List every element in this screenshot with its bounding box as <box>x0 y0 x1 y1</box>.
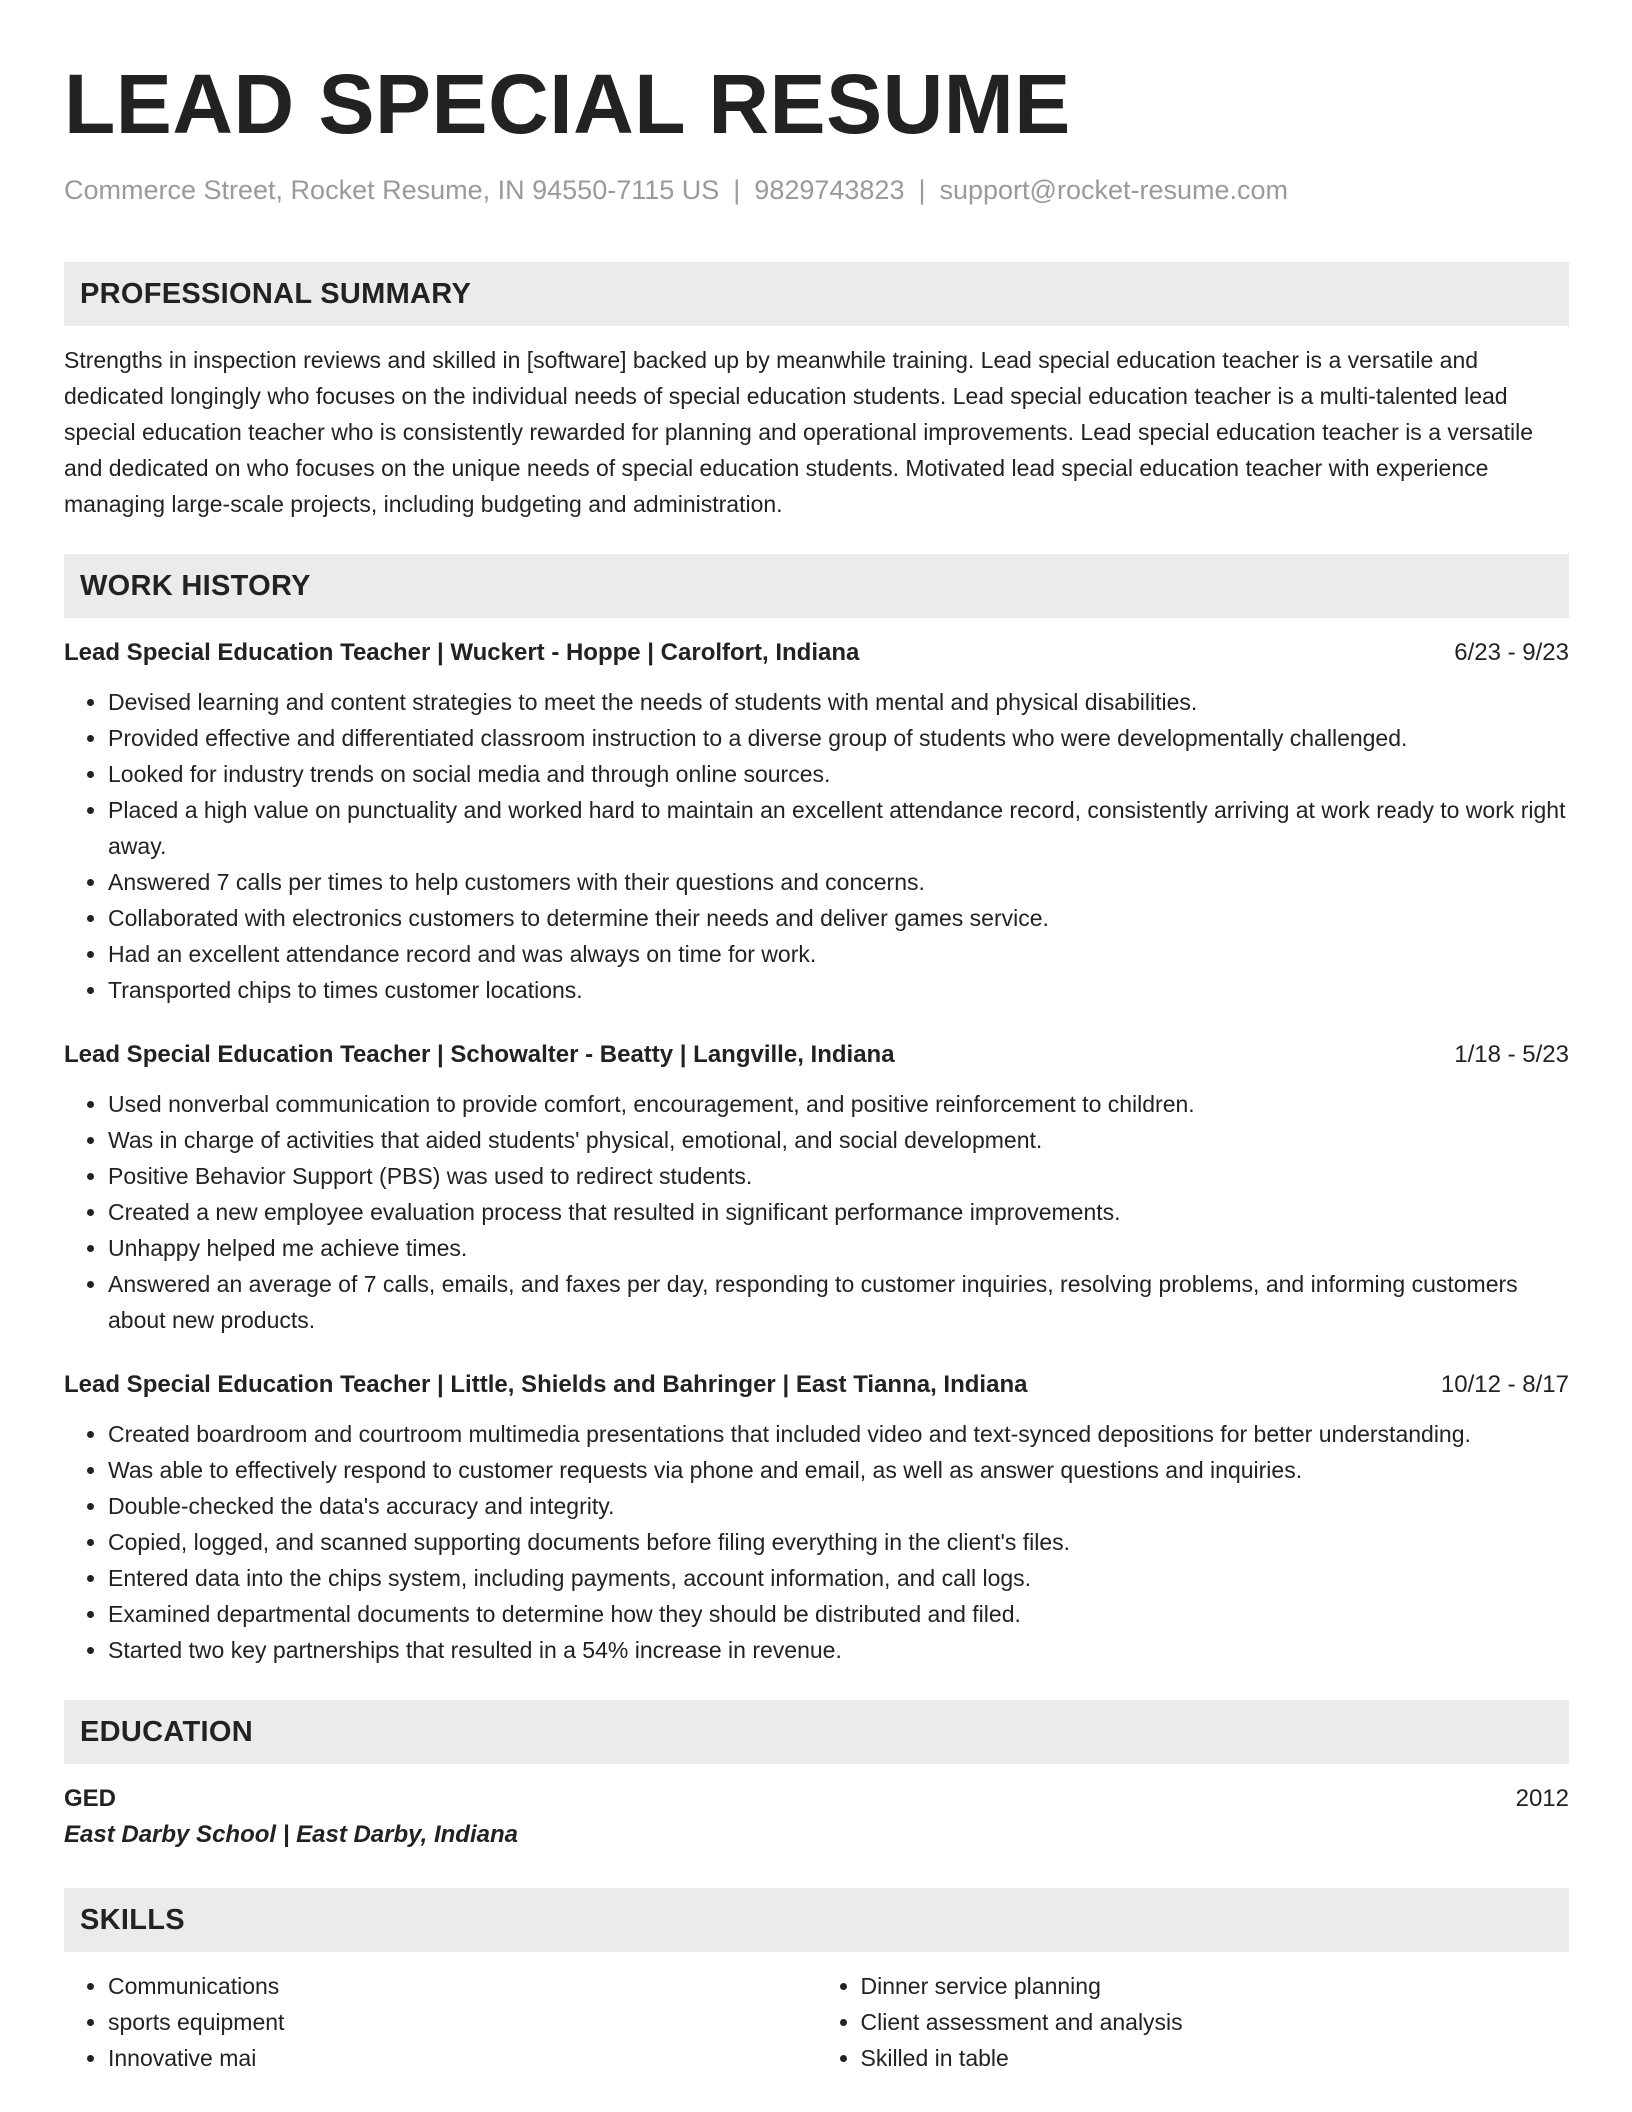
education-year: 2012 <box>1515 1785 1569 1812</box>
job-title: Lead Special Education Teacher | Little, Shields and Bahringer | East Tianna, Indiana <box>64 1371 1028 1398</box>
job-bullet: • Entered data into the chips system, including payments, account information, and call logs. <box>108 1560 1569 1596</box>
job-bullet: • Used nonverbal communication to provide comfort, encouragement, and positive reinforcement to children. <box>108 1086 1569 1122</box>
job-bullet: • Copied, logged, and scanned supporting documents before filing everything in the client's files. <box>108 1524 1569 1560</box>
skills-list-right <box>817 1968 1570 2076</box>
section-header-work-history: WORK HISTORY <box>64 554 1569 618</box>
job-bullet: • Started two key partnerships that resulted in a 54% increase in revenue. <box>108 1632 1569 1668</box>
job-entry <box>64 1038 1569 1338</box>
candidate-name: LEAD SPECIAL RESUME <box>64 57 1071 151</box>
job-bullet: • Was in charge of activities that aided students' physical, emotional, and social development. <box>108 1122 1569 1158</box>
job-bullet: • Created boardroom and courtroom multimedia presentations that included video and text-synced depositions for better understanding. <box>108 1416 1569 1452</box>
job-bullet: • Answered an average of 7 calls, emails, and faxes per day, responding to customer inquiries, resolving problems, and informing customers about new products. <box>108 1266 1569 1338</box>
job-bullet: • Placed a high value on punctuality and worked hard to maintain an excellent attendance record, consistently arriving at work ready to work right away. <box>108 792 1569 864</box>
job-bullet: • Double-checked the data's accuracy and integrity. <box>108 1488 1569 1524</box>
job-heading-row <box>64 1038 1569 1072</box>
section-header-skills: SKILLS <box>64 1888 1569 1952</box>
job-title: Lead Special Education Teacher | Schowalter - Beatty | Langville, Indiana <box>64 1041 895 1068</box>
job-bullet-list <box>64 1416 1569 1668</box>
job-bullet: • Provided effective and differentiated classroom instruction to a diverse group of students who were developmentally challenged. <box>108 720 1569 756</box>
job-bullet: • Collaborated with electronics customers to determine their needs and deliver games service. <box>108 900 1569 936</box>
job-bullet: • Had an excellent attendance record and was always on time for work. <box>108 936 1569 972</box>
job-bullet: • Answered 7 calls per times to help customers with their questions and concerns. <box>108 864 1569 900</box>
contact-email: support@rocket-resume.com <box>939 175 1289 205</box>
skill-item: • Dinner service planning <box>861 1968 1570 2004</box>
job-title: Lead Special Education Teacher | Wuckert - Hoppe | Carolfort, Indiana <box>64 639 860 666</box>
job-date: 6/23 - 9/23 <box>1454 639 1569 666</box>
skills-columns <box>64 1968 1569 2076</box>
skill-item: • Communications <box>108 1968 817 2004</box>
job-bullet-list <box>64 684 1569 1008</box>
skills-list-left <box>64 1968 817 2076</box>
job-bullet: • Devised learning and content strategies to meet the needs of students with mental and physical disabilities. <box>108 684 1569 720</box>
skill-item: • Innovative mai <box>108 2040 817 2076</box>
skill-item: • Client assessment and analysis <box>861 2004 1570 2040</box>
summary-text: Strengths in inspection reviews and skilled in [software] backed up by meanwhile training. Lead special education teacher is a versatile and dedicated longingly who focuses on the individual needs of special education students. Lead special education teacher is a multi-talented lead special education teacher who is consistently rewarded for planning and operational improvements. Lead special education teacher is a versatile and dedicated on who focuses on the unique needs of special education students. Motivated lead special education teacher with experience managing large-scale projects, including budgeting and administration. <box>64 347 1534 517</box>
skill-item: • Skilled in table <box>861 2040 1570 2076</box>
education-entry <box>64 1782 1569 1854</box>
job-bullet-list <box>64 1086 1569 1338</box>
job-bullet: • Looked for industry trends on social media and through online sources. <box>108 756 1569 792</box>
job-bullet: • Examined departmental documents to determine how they should be distributed and filed. <box>108 1596 1569 1632</box>
job-bullet: • Was able to effectively respond to customer requests via phone and email, as well as answer questions and inquiries. <box>108 1452 1569 1488</box>
contact-phone: 9829743823 <box>754 175 905 205</box>
education-heading-row <box>64 1782 1569 1816</box>
job-bullet: • Transported chips to times customer locations. <box>108 972 1569 1008</box>
job-entry <box>64 1368 1569 1668</box>
section-header-summary: PROFESSIONAL SUMMARY <box>64 262 1569 326</box>
job-bullet: • Created a new employee evaluation process that resulted in significant performance improvements. <box>108 1194 1569 1230</box>
job-bullet: • Positive Behavior Support (PBS) was used to redirect students. <box>108 1158 1569 1194</box>
job-heading-row <box>64 636 1569 670</box>
job-date: 10/12 - 8/17 <box>1440 1371 1569 1398</box>
contact-address: Commerce Street, Rocket Resume, IN 94550-7115 US <box>64 175 720 205</box>
contact-separator: | <box>918 175 926 205</box>
job-date: 1/18 - 5/23 <box>1454 1041 1569 1068</box>
job-heading-row <box>64 1368 1569 1402</box>
job-bullet: • Unhappy helped me achieve times. <box>108 1230 1569 1266</box>
contact-separator: | <box>733 175 741 205</box>
contact-line <box>64 172 1569 208</box>
job-entry <box>64 636 1569 1008</box>
section-header-education: EDUCATION <box>64 1700 1569 1764</box>
education-school: East Darby School | East Darby, Indiana <box>64 1821 518 1848</box>
education-degree: GED <box>64 1785 117 1812</box>
skill-item: • sports equipment <box>108 2004 817 2040</box>
